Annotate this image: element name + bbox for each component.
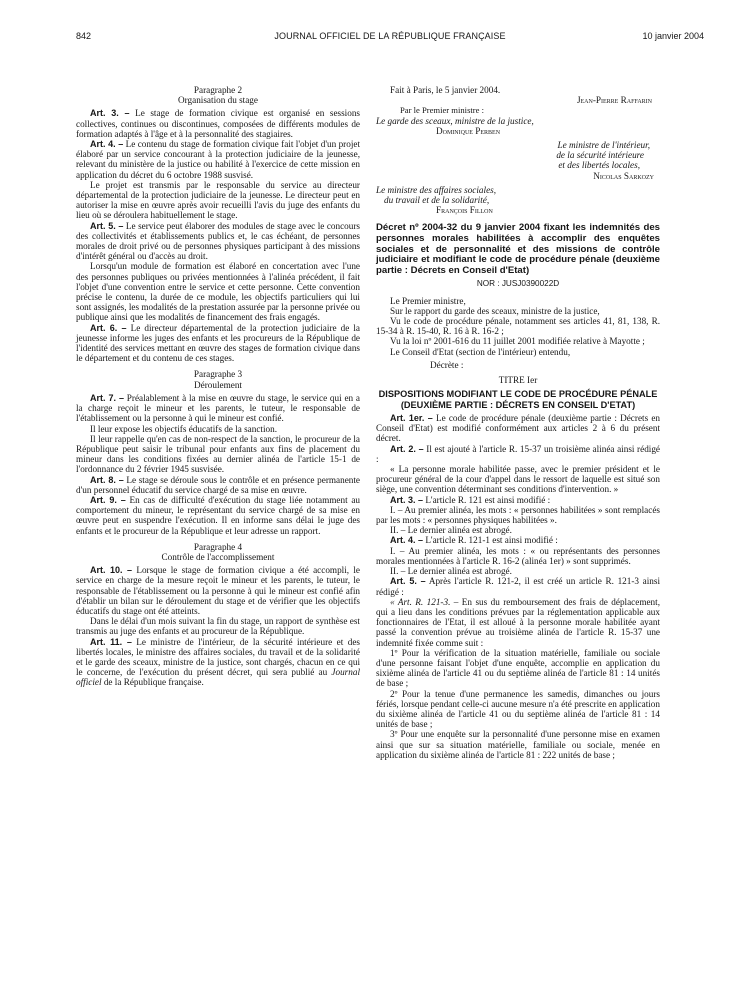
article-label: Art. 3. –	[390, 494, 424, 505]
preamble-rapport: Sur le rapport du garde des sceaux, ministre de la justice,	[390, 305, 600, 316]
article-label: Art. 6. –	[90, 322, 127, 333]
decree-title: Décret nº 2004-32 du 9 janvier 2004 fixant les indemnités des personnes morales habilitées à accomplir des enquêtes sociales et de personnalité et des missions de contrôle judiciaire et modifiant le code de procédure pénale (deuxième partie : Décrets en Conseil d'Etat)	[376, 222, 660, 276]
article-10: Art. 10. – Lorsque le stage de formation civique a été accompli, le service en charge de la mesure reçoit le mineur et les parents, le tuteur, le responsable de l'établissement ou la personne à qui le mineur est confié afin d'établir un bilan sur le déroulement du stage et de vérifier que les objectifs éducatifs du stage ont été atteints.	[76, 565, 360, 616]
article-label: Art. 4. –	[90, 139, 124, 150]
signature-sarkozy: Nicolas Sarkozy	[593, 170, 654, 181]
paragraph-heading: Paragraphe 4	[193, 541, 243, 552]
article-5-item-1: 1º Pour la vérification de la situation matérielle, familiale ou sociale d'une personne faisant l'objet d'une enquête, accomplie en application du sixième alinéa de l'article 41 ou du septième alinéa de l'article 81 : 14 unités de base ;	[376, 647, 660, 689]
issue-date: 10 janvier 2004	[642, 31, 704, 41]
article-label: Art. 11. –	[90, 636, 132, 647]
paragraph-heading: Paragraphe 2	[193, 85, 243, 95]
article-5-decree: Art. 5. – Après l'article R. 121-2, il est créé un article R. 121-3 ainsi rédigé :	[376, 576, 660, 597]
article-11: Art. 11. – Le ministre de l'intérieur, de la sécurité intérieure et des libertés locales, le ministre des affaires sociales, du travail et de la solidarité et le garde des sceaux, ministre de la justice, sont chargés, chacun en ce qui le concerne, de l'exécution du présent décret, qui sera publié au Journal officiel de la République française.	[76, 636, 361, 688]
minister-title-interieur-1: Le ministre de l'intérieur,	[557, 140, 650, 151]
article-7-paragraph: Il leur rappelle qu'en cas de non-respect de la sanction, le procureur de la République peut saisir le tribunal pour enfants aux fins de placement du mineur dans les conditions fixées au dernier alinéa de l'article 15-1 de l'ordonnance du 2 février 1945 susvisée.	[76, 433, 360, 475]
signature-place-date: Fait à Paris, le 5 janvier 2004.	[390, 85, 501, 95]
article-5-paragraph: Lorsqu'un module de formation est élaboré en concertation avec l'une des personnes publiques ou privées mentionnées à l'alinéa précédent, il fait l'objet d'une convention entre le service et cette personne. Cette convention précise le contenu, la durée de ce module, les objectifs particuliers qui lui sont assignés, les modalités de la prestation assurée par la personne privée ou publique ainsi que les modalités de financement des frais engagés.	[76, 261, 360, 323]
article-5-item-2: 2º Pour la tenue d'une permanence les samedis, dimanches ou jours fériés, lorsque pendant celle-ci aucune mesure n'a été prescrite en application du sixième alinéa de l'article 41 ou du septième alinéa de l'article 81 : 14 unités de base ;	[376, 688, 660, 730]
article-7-paragraph: Il leur expose les objectifs éducatifs de la sanction.	[90, 423, 278, 434]
article-3-decree: Art. 3. – L'article R. 121 est ainsi modifié :	[390, 494, 551, 505]
article-5-item-3: 3º Pour une enquête sur la personnalité d'une personne mise en examen ainsi que sur sa situation matérielle, familiale ou sociale, menée en application du sixième alinéa de l'article 81 : 222 unités de base ;	[376, 729, 660, 760]
article-10-paragraph: Dans le délai d'un mois suivant la fin du stage, un rapport de synthèse est transmis au juge des enfants et au procureur de la République.	[76, 616, 360, 637]
minister-title-affaires-1: Le ministre des affaires sociales,	[376, 184, 497, 195]
article-label: Art. 1er. –	[390, 413, 433, 424]
article-label: Art. 10. –	[90, 565, 133, 576]
article-label: Art. 4. –	[390, 535, 424, 546]
article-4-decree: Art. 4. – L'article R. 121-1 est ainsi modifié :	[390, 535, 558, 546]
article-9: Art. 9. – En cas de difficulté d'exécution du stage liée notamment au comportement du mineur, le représentant du service chargé de sa mise en œuvre peut en suspendre l'exécution. Il en informe sans délai le juge des enfants et le procureur de la République et leur adresse un rapport.	[76, 494, 360, 536]
paragraph-heading: Paragraphe 3	[193, 369, 243, 380]
article-4-item-2: II. – Le dernier alinéa est abrogé.	[390, 566, 512, 577]
signature-fillon: François Fillon	[436, 205, 493, 216]
article-label: Art. 7. –	[90, 392, 124, 403]
right-column	[376, 85, 660, 760]
titre-label: TITRE Ier	[498, 375, 538, 386]
page-header	[76, 31, 704, 45]
article-5-quote: « Art. R. 121-3. – En sus du remboursement des frais de déplacement, qui a lieu dans les conditions prévues par la réglementation applicable aux fonctionnaires de l'Etat, il est alloué à la personne morale habilitée ayant passé la convention prévue au troisième alinéa de l'article R. 15-37 une indemnité fixée comme suit :	[376, 596, 661, 648]
preamble-conseil: Le Conseil d'Etat (section de l'intérieur) entendu,	[390, 346, 571, 357]
titre-heading: DISPOSITIONS MODIFIANT LE CODE DE PROCÉDURE PÉNALE (DEUXIÈME PARTIE : DÉCRETS EN CONSEIL D'ETAT)	[378, 389, 658, 410]
paragraph-subheading: Déroulement	[194, 379, 242, 390]
signature-raffarin: Jean-Pierre Raffarin	[576, 95, 652, 106]
page-number: 842	[76, 31, 92, 41]
article-8: Art. 8. – Le stage se déroule sous le contrôle et en présence permanente d'un personnel éducatif du service chargé de sa mise en œuvre.	[76, 474, 360, 495]
left-column	[76, 85, 360, 688]
article-5: Art. 5. – Le service peut élaborer des modules de stage avec le concours des collectivités et établissements publics et, le cas échéant, de personnes morales de droit privé ou de personnes physiques participant à des missions d'intérêt général ou d'accès au droit.	[76, 220, 361, 262]
article-label: Art. 2. –	[390, 443, 424, 454]
article-label: Art. 9. –	[90, 494, 126, 505]
article-label: Art. 5. –	[90, 220, 124, 231]
article-label: Art. 8. –	[90, 474, 124, 485]
article-6: Art. 6. – Le directeur départemental de la protection judiciaire de la jeunesse informe les juges des enfants et les procureurs de la République de l'identité des services mettant en œuvre des stages de formation civique dans le département et du contenu de ces stages.	[76, 322, 360, 364]
signature-by-pm: Par le Premier ministre :	[400, 105, 485, 116]
article-2-quote: « La personne morale habilitée passe, avec le premier président et le procureur général de la cour d'appel dans le ressort de laquelle est situé son siège, une convention déterminant ses conditions d'intervention. »	[376, 464, 660, 495]
article-label: Art. 3. –	[90, 108, 130, 119]
minister-title-justice: Le garde des sceaux, ministre de la justice,	[376, 115, 534, 126]
journal-title: JOURNAL OFFICIEL DE LA RÉPUBLIQUE FRANÇAISE	[274, 31, 506, 41]
article-7: Art. 7. – Préalablement à la mise en œuvre du stage, le service qui en a la charge reçoit le mineur et les parents, le tuteur, le responsable de l'établissement ou la personne à qui le mineur est confié.	[76, 392, 360, 424]
signature-perben: Dominique Perben	[436, 125, 501, 136]
article-3-item-2: II. – Le dernier alinéa est abrogé.	[390, 525, 512, 536]
article-label: Art. 5. –	[390, 576, 426, 587]
nor-reference: NOR : JUSJ0390022D	[476, 279, 560, 289]
article-3: Art. 3. – Le stage de formation civique est organisé en sessions collectives, continues ou discontinues, composées de différents modules de formation adaptés à l'âge et à la personnalité des stagiaires.	[76, 108, 361, 139]
article-4-paragraph: Le projet est transmis par le responsable du service au directeur départemental de la protection judiciaire de la jeunesse. Le directeur peut en autoriser la mise en œuvre après avoir recueilli l'avis du juge des enfants du lieu où se déroulera habituellement le stage.	[76, 179, 360, 221]
article-2: Art. 2. – Il est ajouté à l'article R. 15-37 un troisième alinéa ainsi rédigé :	[376, 443, 661, 464]
minister-title-interieur-3: et des libertés locales,	[558, 160, 640, 171]
paragraph-subheading: Organisation du stage	[178, 95, 258, 106]
minister-title-interieur-2: de la sécurité intérieure	[556, 150, 644, 161]
decrete: Décrète :	[430, 359, 464, 370]
paragraph-subheading: Contrôle de l'accomplissement	[161, 551, 275, 562]
preamble-pm: Le Premier ministre,	[390, 295, 466, 306]
article-4: Art. 4. – Le contenu du stage de formation civique fait l'objet d'un projet élaboré par un service concourant à la protection judiciaire de la jeunesse, relevant du ministère de la justice ou habilité à l'exercice de cette mission en application du décret du 6 octobre 1988 susvisé.	[76, 139, 360, 180]
article-4-item-1: I. – Au premier alinéa, les mots : « ou représentants des personnes morales mentionnées à l'article R. 16-2 (alinéa 1er) » sont supprimés.	[376, 545, 660, 566]
preamble-vu-1: Vu le code de procédure pénale, notamment ses articles 41, 81, 138, R. 15-34 à R. 15-40, R. 16 à R. 16-2 ;	[376, 316, 660, 337]
article-1: Art. 1er. – Le code de procédure pénale (deuxième partie : Décrets en Conseil d'Etat) est modifié conformément aux articles 2 à 6 du présent décret.	[376, 413, 660, 444]
preamble-vu-2: Vu la loi nº 2001-616 du 11 juillet 2001 modifiée relative à Mayotte ;	[390, 336, 645, 347]
minister-title-affaires-2: du travail et de la solidarité,	[384, 195, 490, 206]
article-3-item-1: I. – Au premier alinéa, les mots : « personnes habilitées » sont remplacés par les mots : « personnes physiques habilitées ».	[376, 504, 660, 526]
